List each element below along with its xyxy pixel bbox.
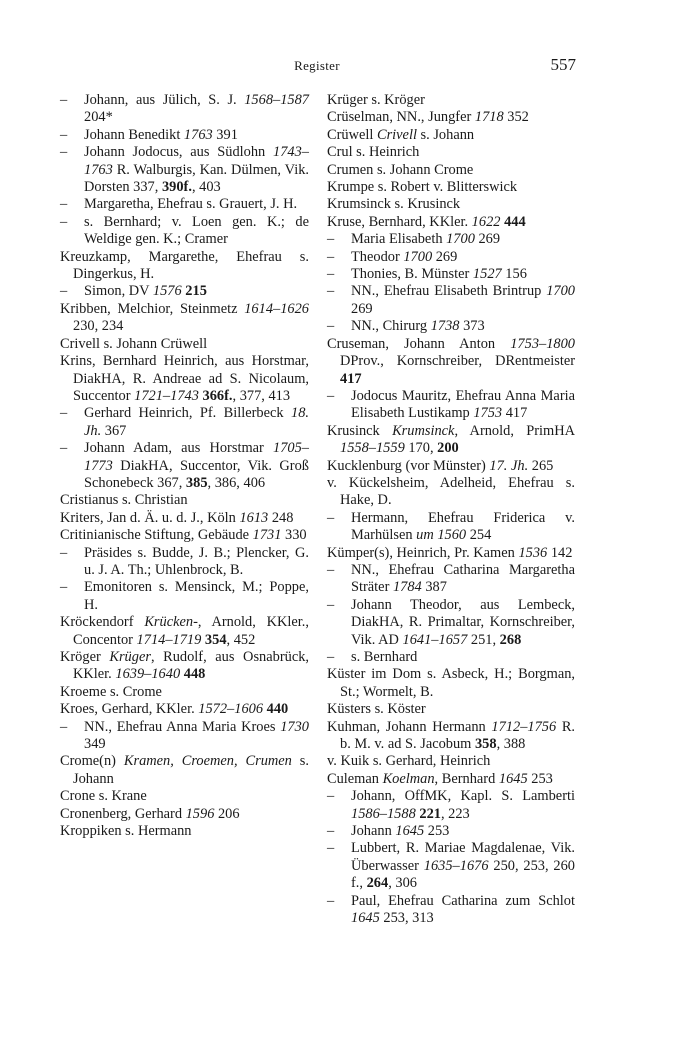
index-entry (60, 336, 309, 353)
index-subentry (327, 823, 575, 840)
entry-date: 1645 (498, 770, 528, 787)
subentry-dash: – (60, 196, 68, 213)
entry-text: s. Bernhard (351, 649, 418, 665)
entry-text: 230, 234 (73, 318, 124, 335)
entry-main-page: 390 (161, 179, 184, 196)
entry-text: 269 (432, 248, 458, 265)
entry-date: 1576 (152, 283, 182, 300)
entry-text: Crivell s. Johann Crüwell (60, 335, 208, 352)
entry-text: s. Bernhard; v. Loen gen. K.; de Weldige gen. K.; Cramer (84, 213, 309, 248)
index-subentry (60, 545, 309, 580)
entry-text: Johann Jodocus, aus Südlohn (84, 144, 274, 161)
entry-date: 1721–1743 (134, 387, 199, 404)
entry-text: 373 (459, 318, 485, 335)
index-column-left (60, 92, 309, 840)
entry-text: R. b. M. v. ad S. Jacobum (340, 718, 576, 753)
entry-date: 1731 (252, 527, 282, 544)
entry-text: NN., Ehefrau Catharina Margaretha Sträter (351, 561, 575, 596)
subentry-dash: – (327, 248, 335, 265)
index-entry (327, 336, 575, 388)
index-entry (60, 353, 309, 405)
entry-main-page: 264 (366, 875, 389, 892)
entry-date: Crivell (376, 126, 417, 143)
entry-date: 1718 (474, 109, 504, 126)
index-entry (60, 249, 309, 284)
entry-main-page: 358 (474, 736, 497, 753)
entry-text: Kröckendorf (60, 614, 145, 631)
entry-text: Cronenberg, Gerhard (60, 805, 186, 822)
subentry-dash: – (60, 283, 68, 300)
entry-text: 251, (467, 631, 500, 648)
entry-date: Krumsinck (392, 422, 455, 439)
entry-text: 253 (527, 770, 553, 787)
subentry-dash: – (327, 823, 335, 840)
entry-date: 1784 (392, 579, 422, 596)
entry-text: Krusinck (327, 422, 393, 439)
subentry-dash: – (327, 318, 335, 335)
entry-text: , 403 (191, 179, 221, 196)
index-entry (60, 649, 309, 684)
subentry-dash: – (60, 144, 68, 161)
index-entry (60, 823, 309, 840)
entry-text: Margaretha, Ehefrau s. Grauert, J. H. (84, 196, 298, 213)
entry-text: Kribben, Melchior, Steinmetz (60, 300, 245, 317)
header-title: Register (294, 58, 340, 73)
entry-text: DiakHA, Succentor, Vik. Groß Schonebeck 367, (84, 457, 309, 491)
entry-main-page: 366 (202, 387, 225, 404)
entry-main-page: 385 (185, 474, 208, 491)
entry-text: Krins, Bernhard Heinrich, aus Horstmar, DiakHA, R. Andreae ad S. Nicolaum, Succentor (60, 353, 309, 404)
entry-text: Johann (351, 823, 396, 840)
entry-date: 1536 (518, 544, 548, 561)
index-entry (327, 196, 575, 213)
entry-date: 1730 (280, 718, 309, 735)
entry-date: 1700 (446, 231, 475, 248)
entry-text: Maria Elisabeth (351, 231, 447, 248)
index-subentry (327, 388, 575, 423)
entry-text: , Rudolf, aus Osnabrück, KKler. (73, 649, 309, 683)
entry-text: , Arnold, PrimHA (454, 422, 576, 439)
entry-text: Simon, DV (84, 283, 153, 300)
index-entry (327, 423, 575, 458)
index-entry (60, 701, 309, 718)
entry-text: Johann Benedikt (84, 126, 184, 143)
index-entry (60, 788, 309, 805)
entry-text: Kucklenburg (vor Münster) (327, 457, 490, 474)
entry-main-page: 440 (266, 701, 289, 718)
entry-text: Crüwell (327, 126, 377, 143)
entry-date: 1712–1756 (491, 718, 557, 735)
entry-text: Krumsinck s. Krusinck (327, 196, 461, 213)
entry-text: Emonitoren s. Mensinck, M.; Poppe, H. (84, 579, 309, 613)
index-subentry (60, 92, 309, 127)
subentry-dash: – (327, 649, 335, 665)
index-entry (327, 771, 575, 788)
entry-text: Johann Theodor, aus Lembeck, DiakHA, R. Primaltar, Kornschreiber, Vik. AD (351, 596, 575, 648)
entry-text: Küster im Dom s. Asbeck, H.; Borgman, St.; Wormelt, B. (327, 666, 575, 700)
entry-text: 253, 313 (379, 910, 434, 927)
entry-text: 330 (281, 527, 307, 544)
entry-main-page: f. (183, 179, 192, 196)
entry-date: 1558–1559 (340, 440, 405, 457)
entry-main-page: 221 (419, 805, 441, 822)
entry-date: 1614–1626 (244, 300, 309, 317)
index-entry (60, 753, 309, 788)
entry-text: Hermann, Ehefrau Friderica v. Marhülsen (351, 509, 575, 544)
entry-text: 248 (268, 509, 294, 526)
index-subentry (60, 440, 309, 492)
entry-text: 391 (212, 126, 238, 143)
index-entry (327, 92, 575, 109)
entry-text: 142 (547, 544, 573, 561)
entry-text: Theodor (351, 248, 404, 265)
index-subentry (327, 283, 575, 318)
entry-text: 206 (214, 805, 240, 822)
entry-date: 1635–1676 (423, 857, 489, 874)
entry-date: 17. Jh. (489, 457, 529, 474)
index-subentry (60, 719, 309, 754)
entry-text: Critinianische Stiftung, Gebäude (60, 527, 253, 544)
index-entry (327, 545, 575, 562)
index-entry (327, 475, 575, 510)
index-subentry (327, 840, 575, 892)
entry-text: Krüger s. Kröger (327, 92, 425, 108)
entry-date: 1705–1773 (84, 440, 309, 474)
entry-date: um 1560 (416, 527, 467, 544)
entry-date: 1714–1719 (136, 631, 202, 648)
index-entry (60, 614, 309, 649)
entry-main-page: f. (224, 387, 233, 404)
entry-text: 204* (84, 109, 113, 126)
subentry-dash: – (60, 718, 68, 735)
entry-text: DProv., Kornschreiber, DRentmeister (340, 353, 575, 370)
index-subentry (327, 649, 575, 666)
entry-date: 1527 (472, 266, 502, 283)
entry-text: NN., Ehefrau Anna Maria Kroes (84, 718, 281, 735)
index-column-right (327, 92, 575, 928)
running-header (60, 55, 576, 82)
subentry-dash: – (60, 579, 68, 596)
subentry-dash: – (327, 840, 335, 857)
index-subentry (327, 893, 575, 928)
entry-date: 1700 (546, 283, 575, 300)
index-subentry (60, 405, 309, 440)
subentry-dash: – (327, 266, 335, 283)
entry-date: Kramen, Croemen, Crumen (123, 753, 292, 770)
entry-text: Jodocus Mauritz, Ehefrau Anna Maria Elisabeth Lustikamp (351, 387, 575, 422)
entry-main-page: 200 (437, 440, 459, 457)
entry-text: , Arnold, KKler., Concentor (73, 614, 309, 648)
index-subentry (60, 283, 309, 300)
index-entry (327, 214, 575, 231)
entry-text: 269 (474, 231, 501, 248)
index-subentry (60, 196, 309, 213)
entry-text: Thonies, B. Münster (351, 266, 473, 283)
entry-text: s. Johann (73, 753, 309, 787)
entry-text: , 388 (496, 736, 526, 753)
entry-text: Kröger (60, 649, 110, 665)
entry-main-page: 448 (183, 666, 206, 683)
entry-text: Crul s. Heinrich (327, 144, 420, 161)
index-entry (327, 753, 575, 770)
entry-text: NN., Ehefrau Elisabeth Brintrup (351, 283, 547, 300)
entry-text: Gerhard Heinrich, Pf. Billerbeck (84, 405, 291, 422)
entry-date: 18. Jh. (84, 405, 309, 439)
entry-text: v. Kuik s. Gerhard, Heinrich (327, 753, 491, 770)
entry-text: Crome(n) (60, 753, 124, 770)
entry-text: Paul, Ehefrau Catharina zum Schlot (351, 892, 575, 909)
entry-text: Johann Adam, aus Horstmar (84, 440, 274, 457)
subentry-dash: – (60, 405, 68, 422)
entry-main-page: 215 (185, 283, 207, 300)
entry-date: Krücken- (144, 614, 198, 631)
entry-text: , 223 (440, 805, 470, 822)
entry-text: Cristianus s. Christian (60, 492, 188, 509)
index-subentry (327, 562, 575, 597)
subentry-dash: – (327, 561, 335, 578)
subentry-dash: – (60, 544, 68, 561)
subentry-dash: – (327, 283, 335, 300)
entry-date: 1639–1640 (115, 666, 181, 683)
entry-text: Kuhman, Johann Hermann (327, 718, 492, 735)
entry-date: 1743–1763 (84, 144, 309, 178)
index-subentry (327, 597, 575, 649)
index-entry (327, 144, 575, 161)
index-subentry (327, 788, 575, 823)
entry-text: NN., Chirurg (351, 318, 431, 335)
entry-text: 387 (421, 579, 447, 596)
entry-text: , 377, 413 (232, 387, 291, 404)
entry-text: 269 (351, 300, 373, 317)
index-subentry (327, 231, 575, 248)
entry-text: Crumen s. Johann Crome (327, 161, 474, 178)
index-entry (327, 162, 575, 179)
index-subentry (327, 249, 575, 266)
entry-date: 1763 (183, 126, 213, 143)
entry-text: 253 (424, 823, 450, 840)
entry-date: 1700 (403, 248, 433, 265)
entry-text: Kruse, Bernhard, KKler. (327, 213, 472, 230)
index-entry (60, 684, 309, 701)
index-subentry (60, 214, 309, 249)
index-entry (327, 458, 575, 475)
index-entry (327, 719, 575, 754)
entry-text: 352 (503, 109, 529, 126)
entry-text: 250, 253, 260 f., (351, 857, 575, 892)
entry-text: Kümper(s), Heinrich, Pr. Kamen (327, 544, 519, 561)
entry-date: 1622 (471, 213, 501, 230)
entry-text: 367 (101, 422, 127, 439)
entry-date: 1568–1587 (244, 92, 309, 108)
entry-text: Kreuzkamp, Margarethe, Ehefrau s. Dingerkus, H. (60, 248, 309, 283)
entry-text: R. Walburgis, Kan. Dülmen, Vik. Dorsten 337, (84, 161, 309, 196)
index-subentry (327, 318, 575, 335)
index-subentry (327, 510, 575, 545)
entry-text: Johann, OffMK, Kapl. S. Lamberti (351, 788, 575, 805)
entry-text: Kriters, Jan d. Ä. u. d. J., Köln (60, 509, 240, 526)
subentry-dash: – (60, 92, 68, 108)
entry-text: Krumpe s. Robert v. Blitterswick (327, 179, 518, 196)
entry-date: Koelman (382, 770, 435, 787)
index-entry (60, 492, 309, 509)
entry-text: s. Johann (416, 126, 475, 143)
entry-text: Johann, aus Jülich, S. J. (84, 92, 245, 108)
subentry-dash: – (327, 509, 335, 526)
entry-text: , Bernhard (434, 770, 499, 787)
entry-text: Cruseman, Johann Anton (327, 335, 511, 352)
entry-date: 1738 (430, 318, 460, 335)
index-entry (327, 127, 575, 144)
entry-text: 254 (466, 527, 492, 544)
entry-text: 170, (404, 440, 438, 457)
index-entry (327, 109, 575, 126)
index-subentry (60, 144, 309, 196)
entry-date: 1645 (351, 910, 380, 927)
subentry-dash: – (327, 892, 335, 909)
entry-text: , 386, 406 (207, 474, 266, 491)
entry-main-page: 268 (499, 631, 522, 648)
entry-date: 1596 (185, 805, 215, 822)
entry-text: v. Kückelsheim, Adelheid, Ehefrau s. Hake, D. (327, 474, 575, 509)
entry-text: 349 (84, 736, 106, 753)
index-entry (60, 806, 309, 823)
subentry-dash: – (327, 596, 335, 613)
entry-main-page: 444 (504, 213, 526, 230)
entry-main-page: 354 (204, 631, 227, 648)
entry-text: 417 (502, 405, 528, 422)
entry-date: 1753 (473, 405, 503, 422)
page-number: 557 (550, 55, 576, 74)
subentry-dash: – (327, 788, 335, 805)
entry-date: 1753–1800 (510, 335, 575, 352)
entry-date: 1645 (395, 823, 425, 840)
entry-text: , 452 (226, 631, 256, 648)
subentry-dash: – (327, 387, 335, 404)
entry-date: Krüger (109, 649, 151, 665)
entry-text: Kroes, Gerhard, KKler. (60, 701, 199, 718)
index-subentry (60, 579, 309, 614)
index-entry (327, 179, 575, 196)
entry-text: 156 (501, 266, 527, 283)
subentry-dash: – (60, 213, 68, 230)
entry-text: Küsters s. Köster (327, 701, 426, 718)
entry-date: 1572–1606 (198, 701, 264, 718)
subentry-dash: – (327, 231, 335, 248)
subentry-dash: – (60, 126, 68, 143)
subentry-dash: – (60, 440, 68, 457)
entry-text: Kroeme s. Crome (60, 683, 162, 700)
index-entry (60, 301, 309, 336)
entry-text: , 306 (388, 875, 417, 892)
entry-main-page: 417 (340, 370, 362, 387)
entry-text: Crone s. Krane (60, 788, 147, 805)
entry-text: Crüselman, NN., Jungfer (327, 109, 475, 126)
entry-date: 1613 (239, 509, 269, 526)
entry-text: 265 (528, 457, 554, 474)
index-subentry (60, 127, 309, 144)
index-entry (60, 510, 309, 527)
index-entry (60, 527, 309, 544)
entry-date: 1641–1657 (402, 631, 468, 648)
index-subentry (327, 266, 575, 283)
entry-text: Präsides s. Budde, J. B.; Plencker, G. u. J. A. Th.; Uhlenbrock, B. (84, 544, 309, 578)
index-entry (327, 701, 575, 718)
index-entry (327, 666, 575, 701)
entry-date: 1586–1588 (351, 805, 416, 822)
entry-text: Kroppiken s. Hermann (60, 823, 192, 840)
entry-text: Lubbert, R. Mariae Magdalenae, Vik. Überwasser (351, 840, 575, 874)
entry-text: Culeman (327, 770, 383, 787)
